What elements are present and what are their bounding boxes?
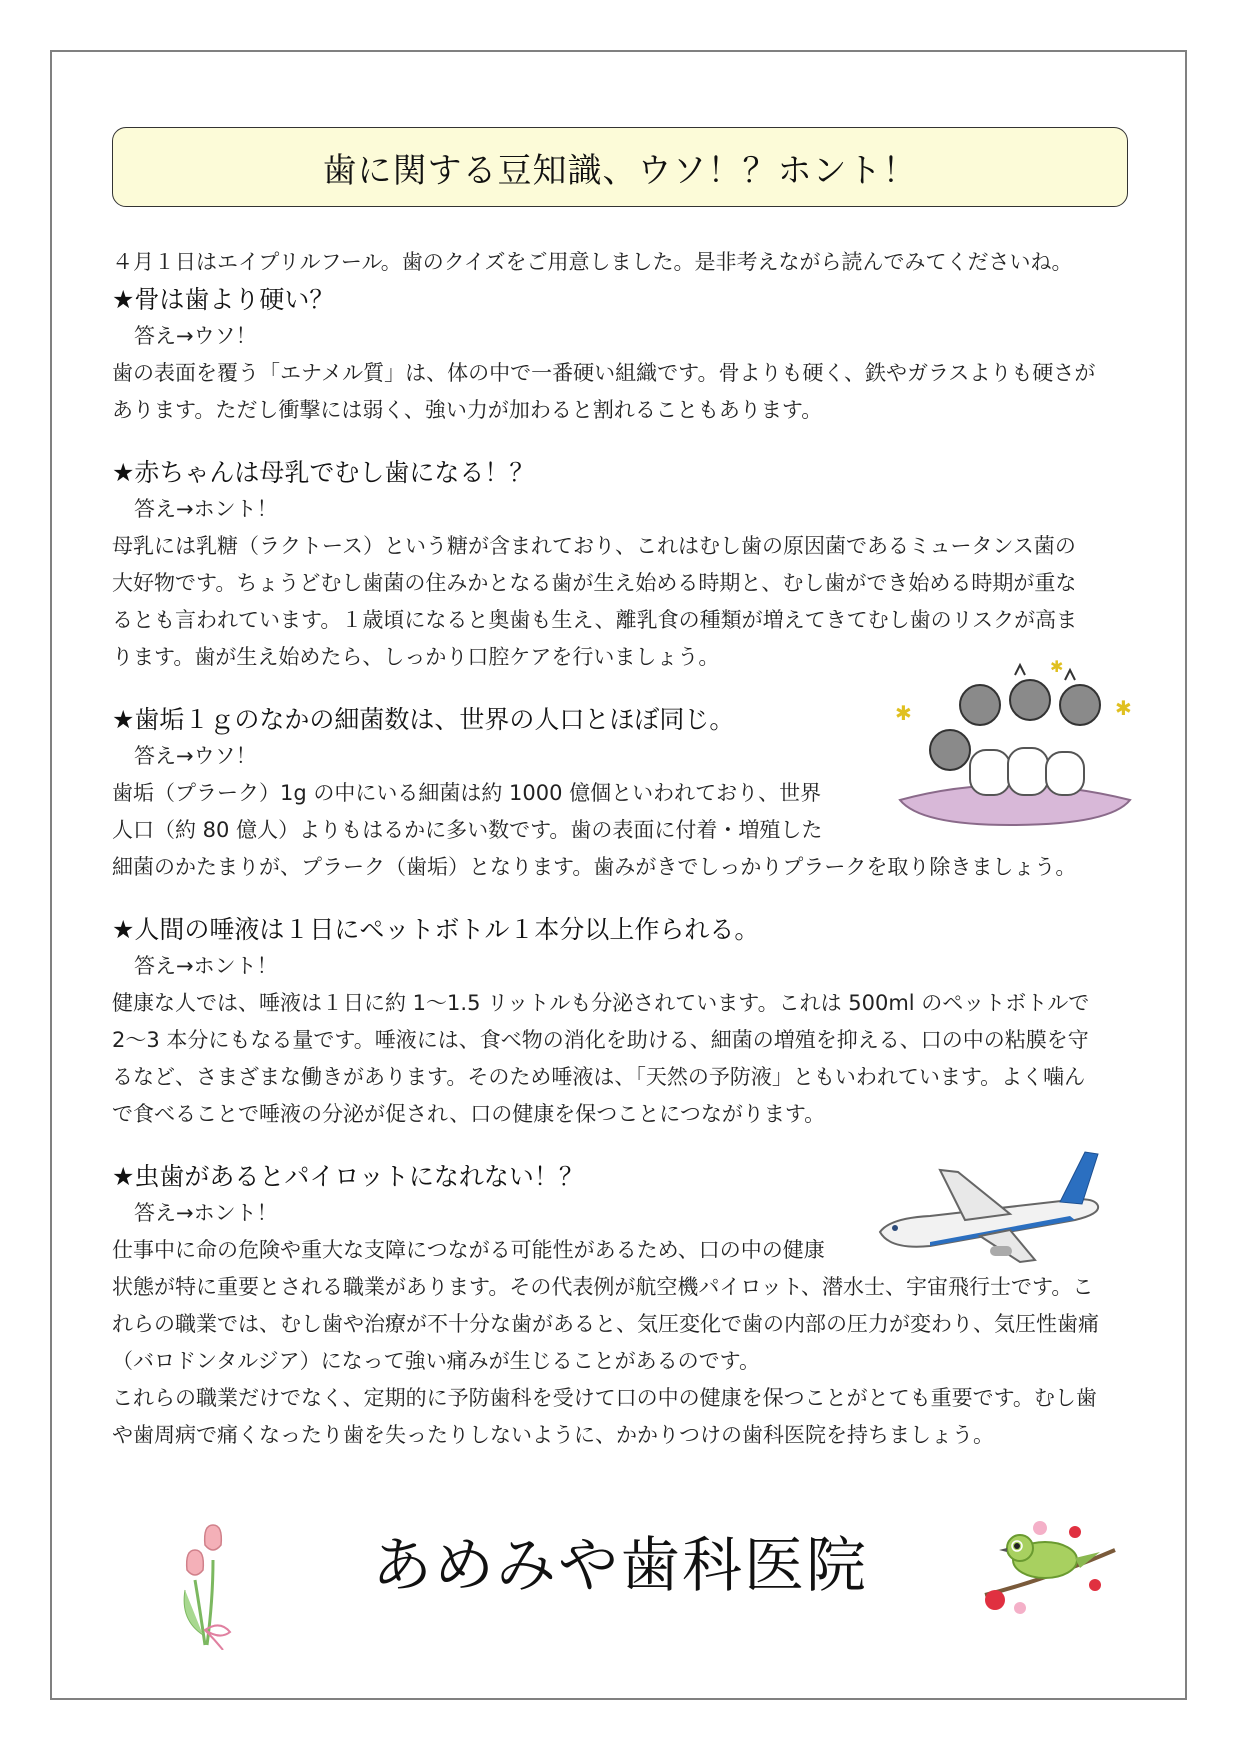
article-body bbox=[112, 244, 1142, 1454]
body-line: 大好物です。ちょうどむし歯菌の住みかとなる歯が生え始める時期と、むし歯ができ始める時期が重な bbox=[112, 571, 1077, 595]
body-line: これらの職業だけでなく、定期的に予防歯科を受けて口の中の健康を保つことがとても重要です。むし歯 bbox=[112, 1386, 1097, 1410]
bird-on-plum-branch-illustration bbox=[975, 1510, 1125, 1625]
body-line: 健康な人では、唾液は１日に約 1～1.5 リットルも分泌されています。これは 500ml のペットボトルで bbox=[112, 991, 1090, 1015]
body-line: 母乳には乳糖（ラクトース）という糖が含まれており、これはむし歯の原因菌であるミュータンス菌の bbox=[112, 534, 1076, 558]
body-line: 歯垢（プラーク）1g の中にいる細菌は約 1000 億個といわれており、世界 bbox=[112, 781, 822, 805]
question-heading: ★赤ちゃんは母乳でむし歯になる！？ bbox=[112, 458, 535, 487]
answer-label: 答え→ホント！ bbox=[134, 497, 278, 521]
answer-label: 答え→ホント！ bbox=[134, 1201, 278, 1225]
body-line: や歯周病で痛くなったり歯を失ったりしないように、かかりつけの歯科医院を持ちましょう。 bbox=[112, 1423, 994, 1447]
svg-text:✱: ✱ bbox=[1050, 660, 1064, 676]
section-2 bbox=[112, 454, 1142, 676]
section-1 bbox=[112, 281, 1142, 429]
section-4 bbox=[112, 911, 1142, 1133]
question-heading: ★骨は歯より硬い？ bbox=[112, 285, 335, 314]
answer-label: 答え→ウソ！ bbox=[134, 744, 257, 768]
body-line: 歯の表面を覆う「エナメル質」は、体の中で一番硬い組織です。骨よりも硬く、鉄やガラスよりも硬さが bbox=[112, 361, 1096, 385]
svg-text:✱: ✱ bbox=[895, 701, 912, 725]
body-line: 仕事中に命の危険や重大な支障につながる可能性があるため、口の中の健康 bbox=[112, 1238, 825, 1262]
clinic-name: あめみや歯科医院 bbox=[372, 1531, 868, 1601]
body-line: るなど、さまざまな働きがあります。そのため唾液は、「天然の予防液」ともいわれています。よく噛ん bbox=[112, 1065, 1086, 1089]
body-line: 状態が特に重要とされる職業があります。その代表例が航空機パイロット、潜水士、宇宙飛行士です。こ bbox=[112, 1275, 1094, 1299]
tulip-illustration bbox=[175, 1520, 250, 1650]
body-line: あります。ただし衝撃には弱く、強い力が加わると割れることもあります。 bbox=[112, 398, 823, 422]
body-line: るとも言われています。１歳頃になると奥歯も生え、離乳食の種類が増えてきてむし歯のリスクが高ま bbox=[112, 608, 1078, 632]
question-heading: ★人間の唾液は１日にペットボトル１本分以上作られる。 bbox=[112, 915, 760, 944]
body-line: 人口（約 80 億人）よりもはるかに多い数です。歯の表面に付着・増殖した bbox=[112, 818, 823, 842]
answer-label: 答え→ウソ！ bbox=[134, 324, 257, 348]
svg-text:✱: ✱ bbox=[1115, 696, 1132, 720]
body-line: 細菌のかたまりが、プラーク（歯垢）となります。歯みがきでしっかりプラークを取り除きましょう。 bbox=[112, 855, 1077, 879]
page-title: 歯に関する豆知識、ウソ！？ホント！ bbox=[322, 150, 918, 191]
body-line: （バロドンタルジア）になって強い痛みが生じることがあるのです。 bbox=[112, 1349, 760, 1373]
title-banner bbox=[112, 127, 1128, 207]
body-line: で食べることで唾液の分泌が促され、口の健康を保つことにつながります。 bbox=[112, 1102, 826, 1126]
intro-text: ４月１日はエイプリルフール。歯のクイズをご用意しました。是非考えながら読んでみてくださいね。 bbox=[112, 250, 1073, 274]
airplane-illustration bbox=[870, 1150, 1110, 1270]
body-line: 2～3 本分にもなる量です。唾液には、食べ物の消化を助ける、細菌の増殖を抑える、口の中の粘膜を守 bbox=[112, 1028, 1089, 1052]
body-line: れらの職業では、むし歯や治療が不十分な歯があると、気圧変化で歯の内部の圧力が変わり、気圧性歯痛 bbox=[112, 1312, 1099, 1336]
answer-label: 答え→ホント！ bbox=[134, 954, 278, 978]
question-heading: ★歯垢１ｇのなかの細菌数は、世界の人口とほぼ同じ。 bbox=[112, 705, 735, 734]
question-heading: ★虫歯があるとパイロットになれない！？ bbox=[112, 1162, 584, 1191]
body-line: ります。歯が生え始めたら、しっかり口腔ケアを行いましょう。 bbox=[112, 645, 720, 669]
germs-on-teeth-illustration bbox=[880, 660, 1150, 830]
